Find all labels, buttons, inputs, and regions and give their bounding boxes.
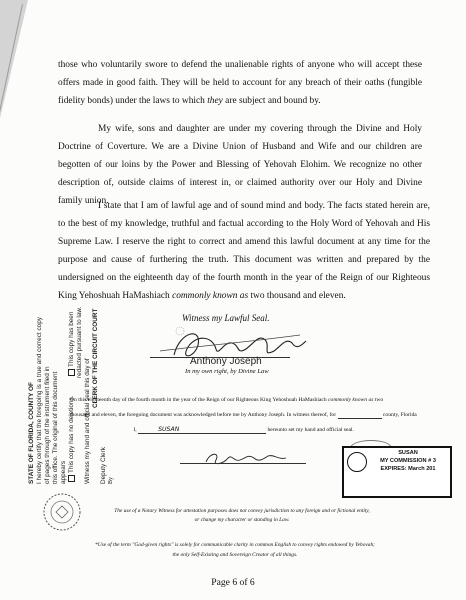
notary-expires-year: 201	[426, 466, 436, 472]
disclaimer-line-2: or change my character or standing in Law.	[194, 517, 290, 523]
disclaimer-line-1: The use of a Notary Witness for attestation purposes does not convey jurisdiction to any foreign and or fictional entity,	[114, 508, 370, 514]
notary-signature	[200, 446, 290, 470]
cert-line-7	[68, 312, 75, 378]
notary-handwritten-name: SUSAN	[158, 426, 180, 433]
jurat-line-1-a: On this eighteenth day of the fourth month in the year of the Reign of our Righteous King Yehoshuah HaMashiach	[70, 397, 329, 403]
signer-capacity: In my own right, by Divine Law	[185, 368, 269, 375]
jurat-line-1-b: two	[373, 397, 384, 403]
jurat-line-1-em: commonly known as	[328, 397, 374, 403]
witness-seal-title: Witness my Lawful Seal.	[182, 313, 270, 323]
notary-expires-row	[368, 465, 448, 473]
page-number: Page 6 of 6	[211, 577, 255, 588]
notary-name-blank	[138, 426, 266, 434]
cert-line-11: Deputy Clerk	[100, 447, 107, 484]
notary-name: SUSAN	[398, 450, 418, 456]
jurat-line-2-b: county, Florida	[382, 412, 417, 418]
para3-text: I state that I am of lawful age and of sound mind and body. The facts stated herein are, to the best of my knowledge, truthful and factual according to the Holy Word of Yehovah and His Supreme Law. I reserve the right to correct and amend this lawful document at any time for the purpose and cause of furthering the truth. This document was written and prepared by the undersigned on the eighteenth day of the fourth month in the year of the Reign of our Righteous King Yehoshuah HaMashiach	[58, 201, 430, 301]
checkbox-icon	[68, 369, 75, 376]
para3-emphasis: commonly known as	[172, 291, 249, 301]
cert-line-10: CLERK OF THE CIRCUIT COURT	[92, 308, 99, 408]
checkbox-icon	[68, 475, 75, 482]
body-paragraph-1	[58, 56, 422, 110]
para3-end: two thousand and eleven.	[248, 291, 346, 301]
para1-text: those who voluntarily swore to defend the unalienable rights of anyone who will accept these offers made in good faith. They will be held to account for any breach of their oaths (fungible fidelity bonds) under the laws to which	[58, 60, 422, 106]
notary-commission: MY COMMISSION #	[380, 458, 432, 464]
jurat-line-3-b: hereunto set my hand and official seal.	[267, 427, 354, 433]
notary-commission-tail: 3	[432, 458, 436, 464]
jurat-line-1	[70, 397, 430, 404]
cert-line-3: of pages through of the instrument filed in	[44, 366, 51, 484]
notary-expires: EXPIRES: March	[380, 466, 425, 472]
body-paragraph-3	[58, 197, 430, 305]
para2-text: My wife, sons and daughter are under my covering through the Divine and Holy Doctrine of Coverture. We are a Divine Union of Husband and Wife and our children are begotten of our loins by the Power and Blessing of Yehovah Elohim. We recognize no other description of, outside claims of interest in, or claimed authority over our Holy and Divine family union.	[58, 124, 422, 206]
notary-seal-icon	[347, 452, 367, 472]
by-label: By	[108, 476, 114, 484]
footnote	[40, 540, 430, 560]
cert-line-6	[68, 396, 75, 484]
notary-signature-line	[180, 463, 306, 464]
para1-emphasis: they	[207, 96, 223, 106]
county-blank	[338, 411, 382, 419]
cert-line-4: this office. The original of this document	[52, 371, 59, 484]
jurat-line-2-a: thousand and eleven, the foregoing document was acknowledged before me by Anthony Joseph. In witness thereof, for	[70, 412, 337, 418]
cert-line-8: redacted pursuant to law.	[76, 306, 83, 378]
cert-line-2: I hereby certify that the foregoing is a true and correct copy	[36, 317, 43, 484]
cert-line-9: Witness my hand and official seal this day of	[84, 358, 91, 484]
footnote-line-1: *Use of the term "God-given rights" is solely for communicable clarity in common English to convey rights endowed by Yehovah;	[95, 542, 375, 548]
cert-line-6-text: This copy has no deletions.	[68, 395, 76, 473]
notary-embossed-seal	[42, 492, 82, 532]
jurat-line-3	[70, 426, 430, 434]
cert-line-1: STATE OF FLORIDA, COUNTY OF	[28, 382, 35, 484]
notary-commission-row	[368, 457, 448, 465]
jurat-line-3-a: I,	[133, 427, 137, 433]
folded-corner	[0, 0, 28, 118]
notary-disclaimer	[92, 507, 392, 525]
cert-line-7-text: This copy has been	[68, 311, 76, 367]
cert-line-5: appears	[60, 460, 67, 484]
footnote-line-2: the only Self-Existing and Sovereign Creator of all things.	[172, 552, 298, 558]
para1-end: are subject and bound by.	[222, 96, 321, 106]
notary-stamp-text	[368, 449, 448, 473]
notary-stamp	[342, 446, 452, 498]
signer-name: Anthony Joseph	[190, 356, 262, 367]
jurat-line-2	[70, 411, 430, 419]
